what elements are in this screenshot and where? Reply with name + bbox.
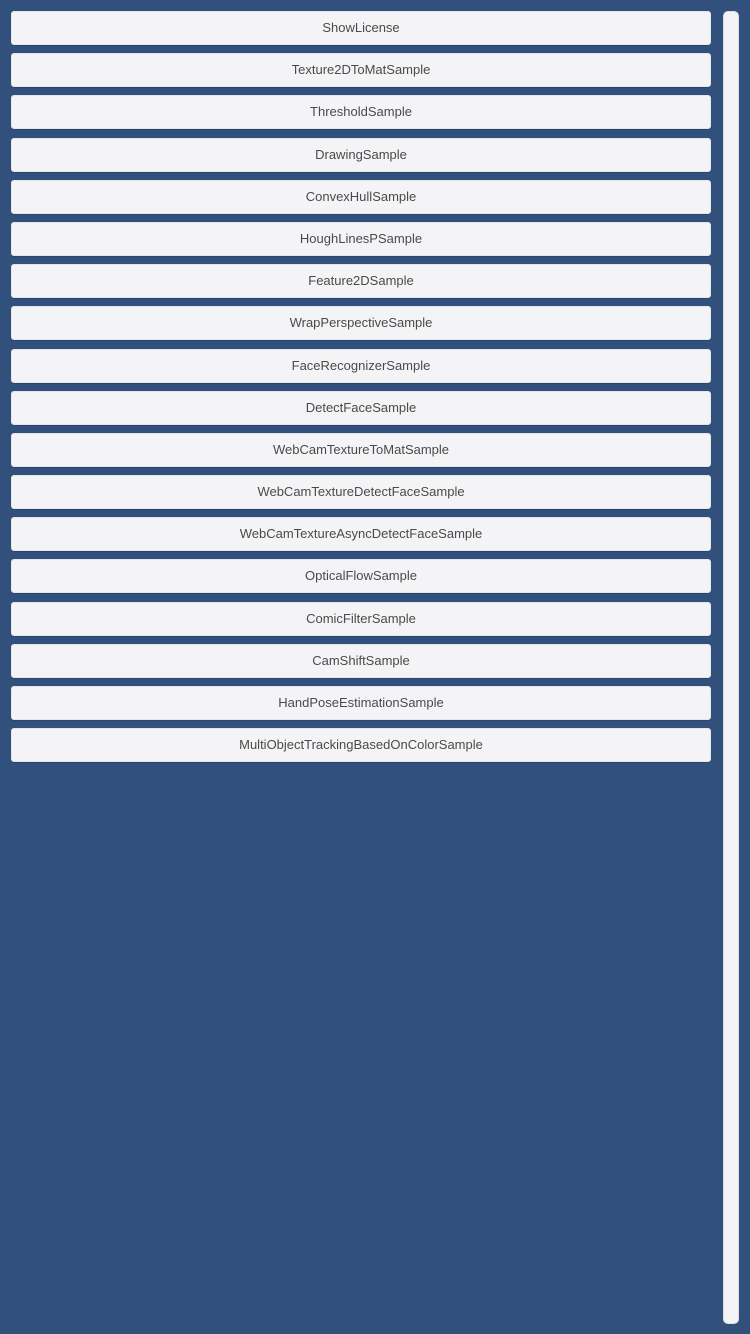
texture2d-to-mat-sample-button[interactable]: Texture2DToMatSample — [11, 53, 711, 87]
multi-object-tracking-sample-button[interactable]: MultiObjectTrackingBasedOnColorSample — [11, 728, 711, 762]
optical-flow-sample-button[interactable]: OpticalFlowSample — [11, 559, 711, 593]
webcam-texture-to-mat-sample-button[interactable]: WebCamTextureToMatSample — [11, 433, 711, 467]
webcam-texture-async-detect-face-sample-button[interactable]: WebCamTextureAsyncDetectFaceSample — [11, 517, 711, 551]
hough-lines-p-sample-button[interactable]: HoughLinesPSample — [11, 222, 711, 256]
detect-face-sample-button[interactable]: DetectFaceSample — [11, 391, 711, 425]
convex-hull-sample-button[interactable]: ConvexHullSample — [11, 180, 711, 214]
threshold-sample-button[interactable]: ThresholdSample — [11, 95, 711, 129]
hand-pose-estimation-sample-button[interactable]: HandPoseEstimationSample — [11, 686, 711, 720]
scrollbar-thumb[interactable] — [725, 13, 737, 1322]
wrap-perspective-sample-button[interactable]: WrapPerspectiveSample — [11, 306, 711, 340]
sample-button-list — [11, 11, 711, 770]
webcam-texture-detect-face-sample-button[interactable]: WebCamTextureDetectFaceSample — [11, 475, 711, 509]
vertical-scrollbar[interactable] — [723, 11, 739, 1324]
feature2d-sample-button[interactable]: Feature2DSample — [11, 264, 711, 298]
drawing-sample-button[interactable]: DrawingSample — [11, 138, 711, 172]
show-license-button[interactable]: ShowLicense — [11, 11, 711, 45]
face-recognizer-sample-button[interactable]: FaceRecognizerSample — [11, 349, 711, 383]
comic-filter-sample-button[interactable]: ComicFilterSample — [11, 602, 711, 636]
cam-shift-sample-button[interactable]: CamShiftSample — [11, 644, 711, 678]
